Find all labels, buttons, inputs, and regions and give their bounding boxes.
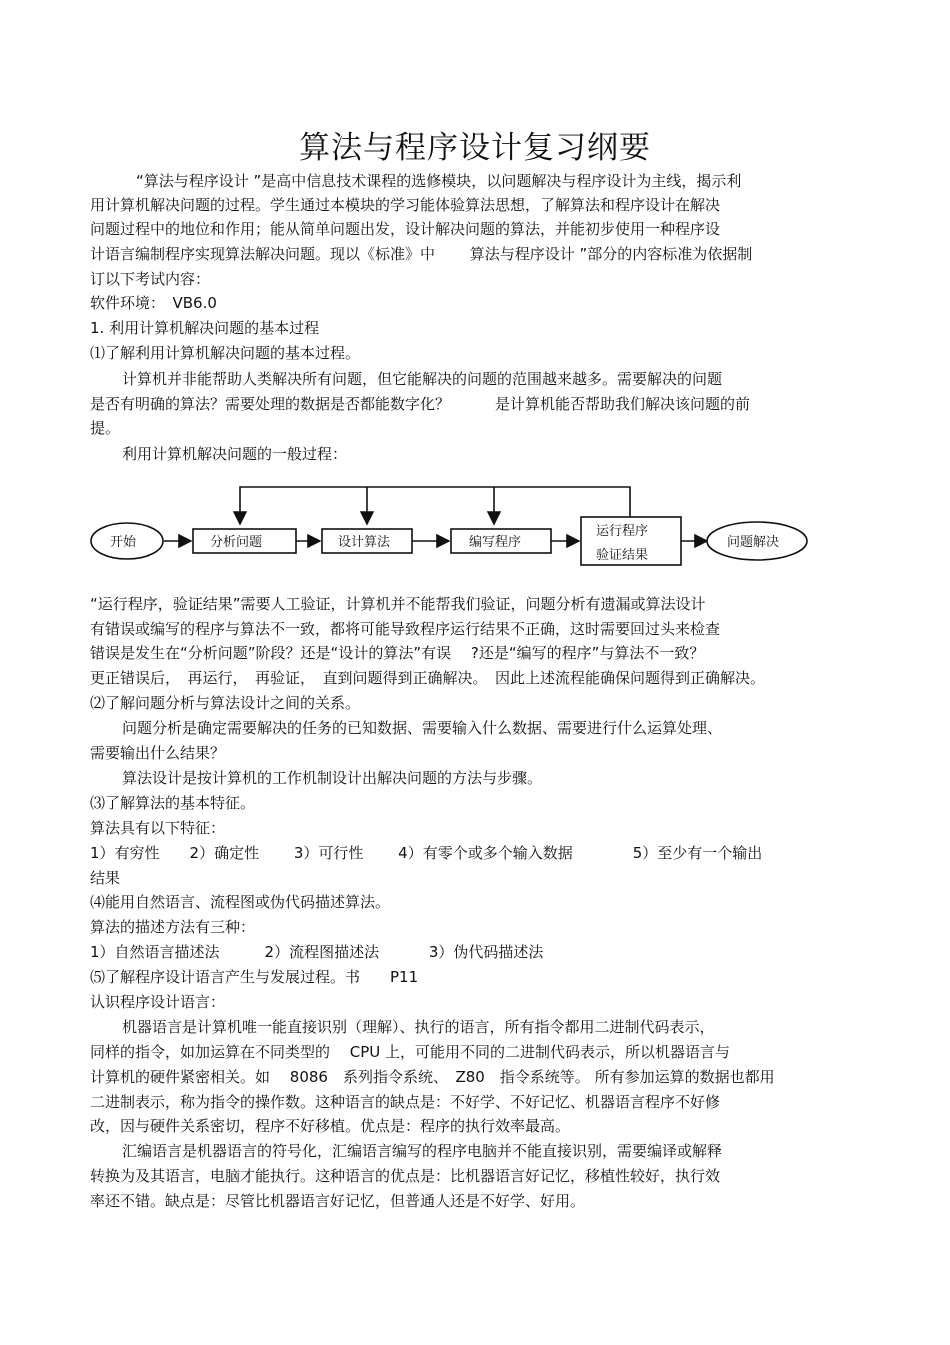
paragraph-line: 计算机并非能帮助人类解决所有问题，但它能解决的问题的范围越来越多。需要解决的问题 bbox=[122, 370, 723, 388]
subsection-heading: ⑴了解利用计算机解决问题的基本过程。 bbox=[90, 344, 361, 362]
subsection-heading: ⑵了解问题分析与算法设计之间的关系。 bbox=[90, 694, 361, 712]
paragraph-line: “算法与程序设计 ”是高中信息技术课程的选修模块，以问题解决与程序设计为主线，揭示利 bbox=[136, 172, 742, 190]
feature-list-line: 1）有穷性 2）确定性 3）可行性 4）有零个或多个输入数据 5）至少有一个输出 bbox=[90, 844, 763, 862]
paragraph-line: 改，因与硬件关系密切，程序不好移植。优点是：程序的执行效率最高。 bbox=[90, 1117, 571, 1135]
paragraph-line: 更正错误后， 再运行， 再验证， 直到问题得到正确解决。 因此上述流程能确保问题得到正确解决。 bbox=[90, 669, 766, 687]
paragraph-line: 机器语言是计算机唯一能直接识别（理解）、执行的语言，所有指令都用二进制代码表示， bbox=[122, 1018, 715, 1036]
software-env-line: 软件环境： VB6.0 bbox=[90, 294, 217, 312]
paragraph-line: 是否有明确的算法？需要处理的数据是否都能数字化？ 是计算机能否帮助我们解决该问题的前 bbox=[90, 395, 751, 413]
step-analyze-label: 分析问题 bbox=[210, 535, 263, 550]
paragraph-line: 提。 bbox=[90, 419, 121, 437]
paragraph-line: 率还不错。缺点是：尽管比机器语言好记忆，但普通人还是不好学、好用。 bbox=[90, 1192, 586, 1210]
subsection-heading: ⑷能用自然语言、流程图或伪代码描述算法。 bbox=[90, 893, 391, 911]
paragraph-line: 转换为及其语言，电脑才能执行。这种语言的优点是：比机器语言好记忆，移植性较好，执行效 bbox=[90, 1167, 721, 1185]
paragraph-line: 利用计算机解决问题的一般过程： bbox=[122, 445, 348, 463]
paragraph-line: 问题过程中的地位和作用；能从简单问题出发，设计解决问题的算法，并能初步使用一种程序设 bbox=[90, 220, 721, 238]
paragraph-line: “运行程序，验证结果”需要人工验证，计算机并不能帮我们验证，问题分析有遗漏或算法设计 bbox=[90, 595, 706, 613]
paragraph-line: 计语言编制程序实现算法解决问题。现以《标准》中 算法与程序设计 ”部分的内容标准为依据制 bbox=[90, 245, 753, 263]
paragraph-line: 错误是发生在“分析问题”阶段？还是“设计的算法”有误 ?还是“编写的程序”与算法不一致？ bbox=[90, 644, 705, 662]
paragraph-line: 同样的指令，如加运算在不同类型的 CPU 上，可能用不同的二进制代码表示，所以机器语言与 bbox=[90, 1043, 731, 1061]
step-code-label: 编写程序 bbox=[469, 535, 522, 550]
step-run-label: 运行程序 bbox=[596, 524, 649, 539]
section-heading: 1. 利用计算机解决问题的基本过程 bbox=[90, 319, 320, 337]
paragraph-line: 认识程序设计语言： bbox=[90, 993, 226, 1011]
paragraph-line: 需要输出什么结果？ bbox=[90, 744, 226, 762]
paragraph-line: 有错误或编写的程序与算法不一致，都将可能导致程序运行结果不正确，这时需要回过头来检查 bbox=[90, 620, 721, 638]
paragraph-line: 用计算机解决问题的过程。学生通过本模块的学习能体验算法思想，了解算法和程序设计在解决 bbox=[90, 196, 721, 214]
paragraph-line: 算法的描述方法有三种： bbox=[90, 918, 256, 936]
method-list-line: 1）自然语言描述法 2）流程图描述法 3）伪代码描述法 bbox=[90, 943, 544, 961]
paragraph-line: 算法设计是按计算机的工作机制设计出解决问题的方法与步骤。 bbox=[122, 769, 543, 787]
process-flowchart bbox=[0, 478, 950, 578]
step-verify-label: 验证结果 bbox=[596, 548, 649, 563]
paragraph-line: 订以下考试内容： bbox=[90, 270, 211, 288]
step-design-label: 设计算法 bbox=[338, 535, 391, 550]
paragraph-line: 问题分析是确定需要解决的任务的已知数据、需要输入什么数据、需要进行什么运算处理、 bbox=[122, 719, 723, 737]
start-label: 开始 bbox=[110, 535, 137, 550]
paragraph-line: 算法具有以下特征： bbox=[90, 819, 226, 837]
document-title: 算法与程序设计复习纲要 bbox=[299, 130, 651, 166]
subsection-heading: ⑶了解算法的基本特征。 bbox=[90, 794, 256, 812]
paragraph-line: 二进制表示，称为指令的操作数。这种语言的缺点是：不好学、不好记忆、机器语言程序不好修 bbox=[90, 1093, 721, 1111]
paragraph-line: 结果 bbox=[90, 869, 121, 887]
paragraph-line: 计算机的硬件紧密相关。如 8086 系列指令系统、 Z80 指令系统等。 所有参加运算的数据也都用 bbox=[90, 1068, 775, 1086]
paragraph-line: 汇编语言是机器语言的符号化，汇编语言编写的程序电脑并不能直接识别，需要编译或解释 bbox=[122, 1142, 723, 1160]
end-label: 问题解决 bbox=[727, 535, 780, 550]
subsection-heading: ⑸了解程序设计语言产生与发展过程。书 P11 bbox=[90, 968, 419, 986]
